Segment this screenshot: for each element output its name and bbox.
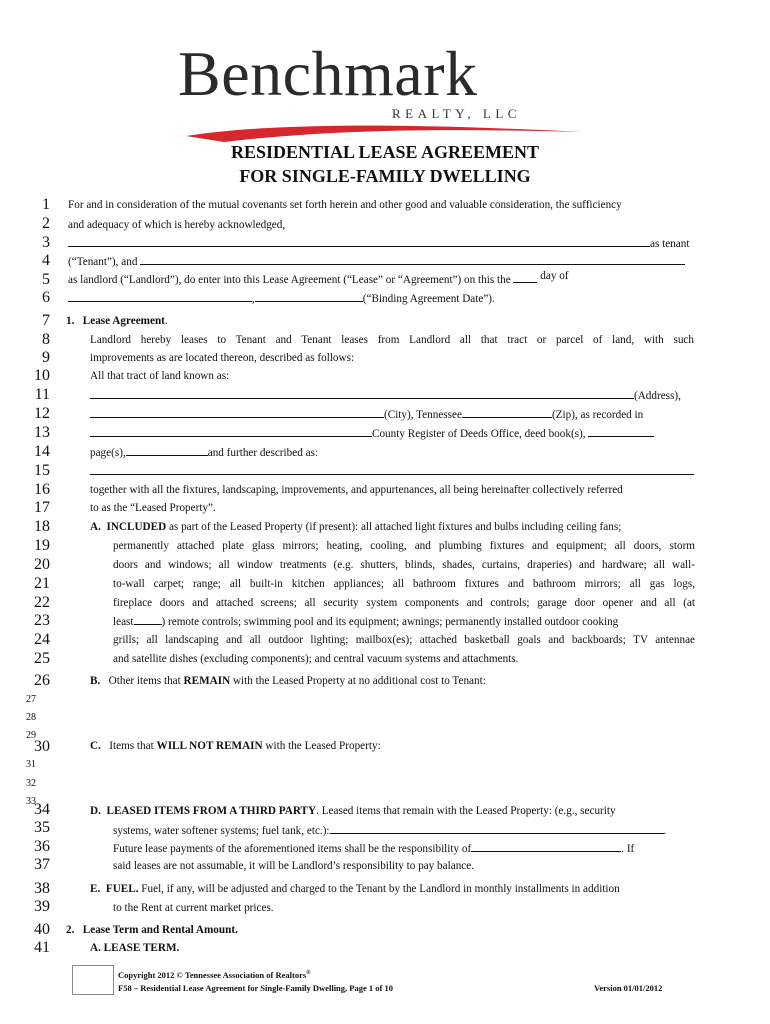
logo-wordmark: Benchmark bbox=[178, 38, 478, 109]
line-number: 1 bbox=[42, 196, 50, 213]
line-number: 37 bbox=[34, 856, 50, 873]
fixtures-line-2: to as the “Leased Property”. bbox=[90, 502, 216, 514]
landlord-name-field[interactable] bbox=[140, 254, 685, 265]
city-zip-line: (City), Tennessee (Zip), as recorded in bbox=[90, 407, 643, 422]
line-number: 33 bbox=[26, 796, 36, 807]
line-number: 24 bbox=[34, 631, 50, 648]
binding-date-line: , (“Binding Agreement Date”). bbox=[68, 291, 495, 306]
line-number: 2 bbox=[42, 215, 50, 232]
third-party-line-1: D. LEASED ITEMS FROM A THIRD PARTY. Leased items that remain with the Leased Property: (e.g., security bbox=[90, 805, 616, 817]
line-number: 7 bbox=[42, 312, 50, 329]
description-line bbox=[90, 464, 694, 479]
line-number: 12 bbox=[34, 405, 50, 422]
line-number: 27 bbox=[26, 694, 36, 705]
included-line-5: fireplace doors and attached screens; all security system components and controls; garage door opener and all (at bbox=[113, 597, 695, 609]
tenant-name-field[interactable] bbox=[68, 236, 650, 247]
tenant-line: as tenant bbox=[68, 236, 689, 251]
county-line: County Register of Deeds Office, deed book(s), bbox=[90, 426, 654, 441]
line-number: 10 bbox=[34, 367, 50, 384]
line-number: 15 bbox=[34, 462, 50, 479]
line-number: 38 bbox=[34, 880, 50, 897]
line-number: 6 bbox=[42, 289, 50, 306]
line-number: 16 bbox=[34, 481, 50, 498]
line-number: 32 bbox=[26, 778, 36, 789]
line-number: 40 bbox=[34, 921, 50, 938]
included-line-4: to-wall carpet; range; all built-in kitchen appliances; all bathroom fixtures and bathroom mirrors; all gas logs, bbox=[113, 578, 695, 590]
city-field[interactable] bbox=[90, 407, 384, 418]
line-number: 34 bbox=[34, 801, 50, 818]
logo-subtitle: REALTY, LLC bbox=[392, 106, 521, 121]
line-number: 11 bbox=[34, 386, 50, 403]
section-1-heading: 1. Lease Agreement. bbox=[66, 315, 168, 327]
third-party-line-4: said leases are not assumable, it will be Landlord’s responsibility to pay balance. bbox=[113, 860, 475, 872]
included-line-7: grills; all landscaping and all outdoor lighting; mailbox(es); attached basketball goals and backboards; TV antennae bbox=[113, 634, 695, 646]
intro-line-2: and adequacy of which is hereby acknowledged, bbox=[68, 219, 286, 231]
line-number: 8 bbox=[42, 331, 50, 348]
lease-clause-line-1: Landlord hereby leases to Tenant and Tenant leases from Landlord all that tract or parcel of land, with such bbox=[90, 334, 694, 346]
fuel-line-1: E. FUEL. Fuel, if any, will be adjusted and charged to the Tenant by the Landlord in monthly installments in addition bbox=[90, 883, 620, 895]
footer-version: Version 01/01/2012 bbox=[594, 983, 663, 993]
included-line-1: A. INCLUDED as part of the Leased Property (if present): all attached light fixtures and bulbs including ceiling fans; bbox=[90, 521, 622, 533]
line-number: 18 bbox=[34, 518, 50, 535]
fuel-line-2: to the Rent at current market prices. bbox=[113, 902, 274, 914]
line-number: 20 bbox=[34, 556, 50, 573]
line-number: 31 bbox=[26, 759, 36, 770]
county-field[interactable] bbox=[90, 426, 372, 437]
included-line-2: permanently attached plate glass mirrors; heating, cooling, and plumbing fixtures and equipment; all doors, storm bbox=[113, 540, 695, 552]
footer-copyright: Copyright 2012 © Tennessee Association of Realtors® bbox=[118, 970, 311, 980]
included-line-8: and satellite dishes (excluding components); and central vacuum systems and attachments. bbox=[113, 653, 519, 665]
line-number: 17 bbox=[34, 499, 50, 516]
line-number: 14 bbox=[34, 443, 50, 460]
address-line: (Address), bbox=[90, 388, 681, 403]
section-2-heading: 2. Lease Term and Rental Amount. bbox=[66, 924, 238, 936]
document-subtitle: FOR SINGLE-FAMILY DWELLING bbox=[239, 166, 531, 186]
description-field[interactable] bbox=[90, 464, 694, 475]
line-number: 5 bbox=[42, 271, 50, 288]
line-number: 35 bbox=[34, 819, 50, 836]
page-field[interactable] bbox=[126, 445, 208, 456]
responsible-party-field[interactable] bbox=[471, 841, 621, 852]
line-number: 19 bbox=[34, 537, 50, 554]
month-field[interactable] bbox=[68, 291, 252, 302]
leased-items-field[interactable] bbox=[330, 823, 664, 834]
deed-book-field[interactable] bbox=[588, 426, 654, 437]
line-number: 4 bbox=[42, 252, 50, 269]
remain-line: B. Other items that REMAIN with the Leased Property at no additional cost to Tenant: bbox=[90, 675, 486, 687]
not-remain-line: C. Items that WILL NOT REMAIN with the Leased Property: bbox=[90, 740, 381, 752]
initials-box[interactable] bbox=[72, 965, 114, 995]
logo-swoosh bbox=[184, 122, 584, 144]
address-field[interactable] bbox=[90, 388, 634, 399]
year-field[interactable] bbox=[255, 291, 363, 302]
zip-field[interactable] bbox=[462, 407, 552, 418]
benchmark-logo bbox=[178, 38, 598, 138]
line-number: 28 bbox=[26, 712, 36, 723]
document-title: RESIDENTIAL LEASE AGREEMENT bbox=[230, 142, 540, 162]
footer-form-name: F58 – Residential Lease Agreement for Single-Family Dwelling, Page 1 of 10 bbox=[118, 983, 393, 993]
third-party-line-3: Future lease payments of the aforementioned items shall be the responsibility of . If bbox=[113, 843, 635, 855]
line-number: 9 bbox=[42, 349, 50, 366]
day-field[interactable] bbox=[513, 272, 537, 283]
line-number: 23 bbox=[34, 612, 50, 629]
intro-line-1: For and in consideration of the mutual covenants set forth herein and other good and valuable consideration, the sufficiency bbox=[68, 199, 622, 211]
included-line-6: least ) remote controls; swimming pool and its equipment; awnings; permanently installed outdoor cooking bbox=[113, 616, 619, 628]
third-party-line-2: systems, water softener systems; fuel tank, etc.): . bbox=[113, 825, 667, 837]
included-line-3: doors and windows; all window treatments (e.g. shutters, blinds, shades, curtains, draperies) and hardware; all wall- bbox=[113, 559, 695, 571]
line-number: 21 bbox=[34, 575, 50, 592]
line-number: 26 bbox=[34, 672, 50, 689]
fixtures-line-1: together with all the fixtures, landscaping, improvements, and appurtenances, all being hereinafter collectively referred bbox=[90, 484, 623, 496]
remote-count-field[interactable] bbox=[134, 614, 162, 625]
line-number: 30 bbox=[34, 738, 50, 755]
line-number: 39 bbox=[34, 898, 50, 915]
line-number: 25 bbox=[34, 650, 50, 667]
line-number: 13 bbox=[34, 424, 50, 441]
line-number: 29 bbox=[26, 730, 36, 741]
line-number: 22 bbox=[34, 594, 50, 611]
lease-clause-line-3: All that tract of land known as: bbox=[90, 370, 230, 382]
line-number: 41 bbox=[34, 939, 50, 956]
line-number: 3 bbox=[42, 234, 50, 251]
page-line: page(s), and further described as: bbox=[90, 447, 319, 459]
lease-clause-line-2: improvements as are located thereon, described as follows: bbox=[90, 352, 355, 364]
lease-term-heading: A. LEASE TERM. bbox=[90, 942, 180, 954]
landlord-line: (“Tenant”), and bbox=[68, 254, 685, 269]
line-number: 36 bbox=[34, 838, 50, 855]
agreement-date-line: as landlord (“Landlord”), do enter into this Lease Agreement (“Lease” or “Agreement”) on this the day of bbox=[68, 270, 569, 286]
